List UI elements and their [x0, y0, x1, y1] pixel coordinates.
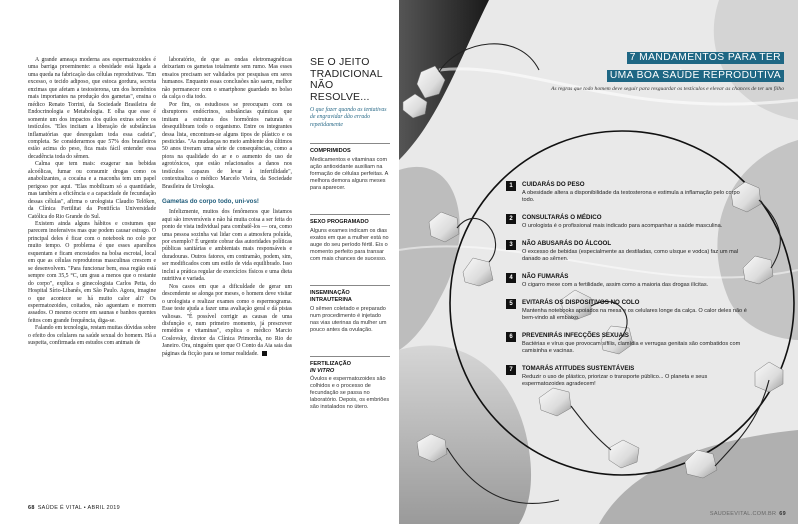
paragraph: Falando em tecnologia, restam muitas dúvidas sobre o efeito dos celulares na saúde sexual do homem. Há a suspeita, confirmada em estudos com animais de: [28, 325, 156, 347]
sidebar-item-text: Medicamentos e vitaminas com ação antioxidante auxiliam na formação de células perfeitas. A melhora demora alguns meses para aparecer.: [310, 156, 388, 192]
sidebar-item-text: Óvulos e espermatozoides são colhidos e o processo de fecundação se passa no laboratório. Depois, os embriões são instalados no útero.: [310, 376, 390, 411]
paragraph: Existem ainda alguns hábitos e costumes que parecem inofensivos mas que podem causar estrago. O principal deles é ficar com o notebook no colo por muito tempo. O problema é que esses aparelhos esquentam e ficam encostados na bolsa escrotal, local em que as células reprodutoras masculinas crescem e se desenvolvem. "Para funcionar bem, essa região está sempre com 35,5 °C, um grau a menos que o restante do corpo", explica o ginecologista Carlos Petta, do Hospital Sírio-Libanês, em São Paulo. Agora, imagine o que acontece se há muito calor ali? Os espermatozoides, coitados, não aguentam e morrem assados. O mesmo ocorre em saunas e banhos quentes feitos com grande frequência, diga-se.: [28, 220, 156, 324]
sidebar-item-title-line: FERTILIZAÇÃO: [310, 360, 352, 367]
list-item: [506, 240, 751, 263]
rule-text: Mantenha notebooks apoiados na mesa e os celulares longe da calça. O calor deles não é bem-vindo ali embaixo.: [522, 307, 747, 321]
rule-title: CONSULTARÁS O MÉDICO: [522, 214, 602, 221]
box-title-line-2: UMA BOA SAÚDE REPRODUTIVA: [607, 70, 784, 82]
sidebar-item-text: Alguns exames indicam os dias exatos em que a mulher está no auge do seu período fértil. Eis o momento perfeito para transar com mais chances de sucesso.: [310, 227, 389, 263]
paragraph-text: Nos casos em que a dificuldade de gerar um descendente se alonga por meses, o homem deve visitar o urologista e realizar exames como o espermograma. Esse teste ajuda a fazer uma avaliação geral e dá pistas valiosas. "É possível corrigir as causas de uma disfunção e, num primeiro momento, já prescrever remédios e vitaminas", explica o médico Marcio Coslovsky, diretor da Clínica Primordia, no Rio de Janeiro. Ora, ninguém quer que O Conto da Aia saia das páginas da ficção para se tornar realidade.: [162, 283, 292, 357]
article-column-2: [162, 57, 292, 358]
rule-number: 3: [506, 240, 516, 250]
rule-text: O excesso de bebidas (especialmente as destiladas, como uísque e vodca) faz um mal danado ao sêmen.: [522, 248, 739, 262]
box-title-line: [499, 47, 784, 65]
list-item: [506, 332, 751, 355]
sidebar-item-title: INSEMINAÇÃO INTRAUTERINA: [310, 290, 352, 303]
sidebar-item: [310, 214, 390, 263]
rule-number: 6: [506, 332, 516, 342]
list-item: [506, 273, 751, 289]
rule-number: 4: [506, 273, 516, 283]
page-number: 68: [28, 505, 35, 511]
rule-number: 5: [506, 299, 516, 309]
rule-title: NÃO FUMARÁS: [522, 273, 569, 280]
paragraph: Por fim, os estudiosos se preocupam com os disruptores endócrinos, substâncias químicas que imitam a estrutura dos hormônios naturais e desequilibram todo o organismo. Entre os integrantes dessa lista, encontram-se alguns tipos de plástico e os pesticidas. "As mudanças no meio ambiente dos últimos 50 anos tiveram uma série de consequências, como a piora na qualidade do ar e o aumento do uso de agrotóxicos, que estão relacionados a danos nos testículos capazes de levar à infertilidade", contextualiza o médico Marcelo Vieira, da Sociedade Brasileira de Urologia.: [162, 101, 292, 190]
rule-title: EVITARÁS OS DISPOSITIVOS NO COLO: [522, 299, 640, 306]
sidebar-item-title: SEXO PROGRAMADO: [310, 219, 369, 226]
paragraph: Infelizmente, muitos dos fenômenos que listamos aqui são irreversíveis e não há muita coisa a ser feita do ponto de vista individual para combatê-los — ora, como uma pessoa sozinha vai lidar com a atmosfera poluída, por exemplo? É urgente cobrar das autoridades políticas públicas sanitárias e ambientais mais responsáveis e duradouras. Outros fatores, em contramão, podem, sim, ser modificados com um estilo de vida equilibrado. Isso inclui a prática regular de exercícios físicos e uma dieta nutritiva e variada.: [162, 209, 292, 283]
rule-title: PREVENIRÁS INFECÇÕES SEXUAIS: [522, 332, 629, 339]
sidebar-item-title: COMPRIMIDOS: [310, 148, 351, 155]
sidebar-title: SE O JEITO TRADICIONAL NÃO RESOLVE...: [310, 56, 383, 103]
sidebar-item-text: O sêmen coletado e preparado num procedimento é injetado nas vias uterinas da mulher um pouco antes da ovulação.: [310, 305, 387, 333]
page-number: 69: [779, 511, 786, 517]
rule-title: CUIDARÁS DO PESO: [522, 181, 585, 188]
page-folio-right: [710, 511, 786, 517]
rule-title: NÃO ABUSARÁS DO ÁLCOOL: [522, 240, 612, 247]
list-item: [506, 181, 751, 204]
paragraph: Calma que tem mais: exagerar nas bebidas alcoólicas, fumar ou consumir drogas como os anabolizantes, a cocaína e a maconha tem um papel perigoso por aqui. "Elas mobilizam só a quantidade, mas também a eficiência e a capacidade de fecundação dessas células", afirma o urologista Claudio Telöken, da Clínica Fertilitat da Pontifícia Universidade Católica do Rio Grande do Sul.: [28, 161, 156, 220]
rule-text: Bactérias e vírus que provocam sífilis, clamídia e verrugas genitais são combatidos com camisinha e vacinas.: [522, 340, 741, 354]
box-subtitle: As regras que todo homem deve seguir para resguardar os testículos e elevar as chances de ter um filho: [550, 86, 784, 92]
article-column-1: [28, 57, 156, 348]
box-title-line-1: 7 MANDAMENTOS PARA TER: [627, 52, 784, 64]
rule-text: A obesidade altera a disponibilidade da testosterona e estimula a inflamação pelo corpo todo.: [522, 189, 740, 203]
box-header: [499, 47, 784, 93]
rule-title: TOMARÁS ATITUDES SUSTENTÁVEIS: [522, 365, 635, 372]
sidebar-item: [310, 356, 390, 412]
rule-text: O urologista é o profissional mais indicado para acompanhar a saúde masculina.: [522, 222, 723, 229]
rule-number: 2: [506, 214, 516, 224]
paragraph: A grande ameaça moderna aos espermatozoides é uma barriga proeminente: a obesidade está ligada a uma queda na fabricação das células reprodutivas. "Em excesso, o tecido adiposo, que estoca gordura, secreta enzimas que afetam a testosterona, um dos hormônios mais importantes na produção dos gametas", ensina o médico Renato Torrini, da Sociedade Brasileira de Endocrinologia e Metabologia. E olha que esse é somente um dos impactos dos quilos extras sobre os testículos. "Eles incitam a liberação de substâncias inflamatórias que desregulam toda essa cadeia", completa. Se considerarmos que 57% dos brasileiros estão acima do peso, fica mais fácil entender essa decadência toda do sêmen.: [28, 57, 156, 160]
sidebar-item: [310, 143, 390, 192]
list-item: [506, 214, 751, 230]
sidebar-item-title-line: IN VITRO: [310, 367, 335, 374]
paragraph: laboratório, de que as ondas eletromagnéticas deixariam os gametas totalmente sem rumo. Mas esses ensaios precisam ser validados por pesquisas em seres humanos. Enquanto essas conclusões não saem, melhor não permanecer com o smartphone guardado no bolso da calça o dia todo.: [162, 57, 292, 101]
commandments-list: [506, 181, 751, 398]
folio-text: SAUDEEVITAL.COM.BR: [709, 511, 777, 517]
list-item: [506, 365, 751, 388]
folio-text: SAÚDE É VITAL • ABRIL 2019: [37, 505, 120, 511]
subheading: Gametas do corpo todo, uni-vos!: [162, 198, 259, 206]
box-title-line: [499, 65, 784, 83]
sidebar-item: [310, 285, 390, 334]
sidebar-subtitle: O que fazer quando as tentativas de engravidar dão errado repetidamente: [310, 107, 387, 128]
right-page: [399, 0, 798, 524]
rule-text: O cigarro mexe com a fertilidade, assim como a maioria das drogas ilícitas.: [522, 281, 709, 288]
end-mark-icon: [262, 351, 267, 356]
sidebar-item-title: [310, 361, 390, 374]
rule-text: Reduzir o uso de plástico, priorizar o transporte público... O planeta e seus espermatozoides agradecem!: [522, 373, 708, 387]
list-item: [506, 299, 751, 322]
rule-number: 1: [506, 181, 516, 191]
rule-number: 7: [506, 365, 516, 375]
page-folio-left: [28, 505, 120, 511]
paragraph: [162, 284, 292, 359]
sidebar: [310, 57, 390, 412]
